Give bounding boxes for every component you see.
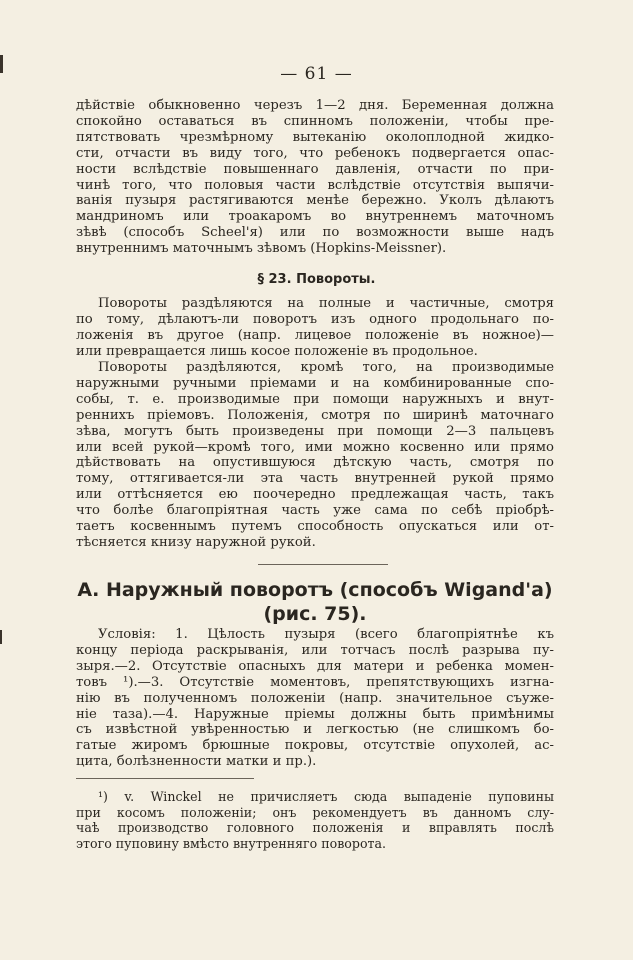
- text-line: сти, отчасти въ виду того, что ребенокъ подвергается опас-: [76, 145, 554, 161]
- text-line: что болѣе благопріятная часть уже сама по себѣ пріобрѣ-: [76, 503, 554, 519]
- paragraph-conditions: [76, 627, 554, 770]
- text-line: по тому, дѣлаютъ-ли поворотъ изъ одного продольнаго по-: [76, 311, 554, 327]
- text-line: реннихъ пріемовъ. Положенія, смотря по ширинѣ маточнаго: [76, 407, 554, 423]
- text-line: или всей рукой—кромѣ того, ими можно косвенно или прямо: [76, 439, 554, 455]
- chapter-heading: [76, 578, 554, 626]
- text-line: тому, оттягивается-ли эта часть внутренней рукой прямо: [76, 471, 554, 487]
- text-line: концу періода раскрыванія, или тотчасъ послѣ разрыва пу-: [76, 642, 554, 658]
- text-line: зѣвѣ (способъ Scheel'я) или по возможности выше надъ: [76, 225, 554, 241]
- text-line: или превращается лишь косое положеніе въ продольное.: [76, 343, 478, 359]
- chapter-heading-line: (рис. 75).: [263, 603, 367, 625]
- section-divider: [258, 564, 388, 565]
- text-line: зыря.—2. Отсутствіе опасныхъ для матери и ребенка момен-: [76, 658, 554, 674]
- text-line: ¹) v. Winckel не причисляетъ сюда выпаденіе пуповины: [98, 789, 554, 804]
- section-heading: § 23. Повороты.: [257, 272, 376, 287]
- text-line: таетъ косвеннымъ путемъ способность опускаться или от-: [76, 519, 554, 535]
- text-line: товъ ¹).—3. Отсутствіе моментовъ, препятствующихъ изгна-: [76, 674, 554, 690]
- paragraph-turning-types: [76, 296, 554, 360]
- text-line: ложенія въ другое (напр. лицевое положеніе въ ножное)—: [76, 327, 554, 343]
- text-line: Повороты раздѣляются на полные и частичные, смотря: [98, 296, 554, 311]
- text-line: чинѣ того, что половыя части вслѣдствіе отсутствія выпячи-: [76, 177, 554, 193]
- text-line: пятствовать чрезмѣрному вытеканію околоплодной жидко-: [76, 129, 554, 145]
- text-line: спокойно оставаться въ спинномъ положеніи, чтобы пре-: [76, 113, 554, 129]
- text-line: Условія: 1. Цѣлость пузыря (всего благопріятнѣе къ: [98, 627, 554, 642]
- text-line: ности вслѣдствіе повышеннаго давленія, отчасти по при-: [76, 161, 554, 177]
- text-line: нію въ полученномъ положеніи (напр. значительное съуже-: [76, 690, 554, 706]
- text-line: съ извѣстной увѣренностью и легкостью (не слишкомъ бо-: [76, 722, 554, 738]
- paragraph-methods: [76, 360, 554, 551]
- footnote-divider: [76, 778, 254, 779]
- text-line: при косомъ положеніи; онъ рекомендуетъ въ данномъ слу-: [76, 804, 554, 820]
- text-line: Повороты раздѣляются, кромѣ того, на производимые: [98, 360, 554, 375]
- binding-mark: [0, 630, 2, 644]
- footnote: [76, 789, 554, 851]
- text-line: наружными ручными пріемами и на комбинированные спо-: [76, 375, 554, 391]
- footnote-body: [76, 789, 554, 851]
- text-line: чаѣ производство головного положенія и вправлять послѣ: [76, 820, 554, 835]
- paragraph-body: [76, 627, 554, 770]
- text-line: этого пуповину вмѣсто внутренняго поворота.: [76, 835, 387, 851]
- paragraph-continuation: [76, 98, 554, 257]
- paragraph-body: [76, 296, 554, 360]
- text-line: ніе таза).—4. Наружные пріемы должны быть примѣнимы: [76, 706, 554, 722]
- text-line: зѣва, могутъ быть произведены при помощи 2—3 пальцевъ: [76, 423, 554, 439]
- text-line: дѣйствіе обыкновенно черезъ 1—2 дня. Беременная должна: [76, 98, 554, 113]
- text-line: гатые жиромъ брюшные покровы, отсутствіе опухолей, ас-: [76, 738, 554, 754]
- text-line: цита, болѣзненности матки и пр.).: [76, 754, 317, 770]
- text-line: или оттѣсняется ею поочередно предлежащая часть, такъ: [76, 487, 554, 503]
- text-line: мандриномъ или троакаромъ во внутреннемъ маточномъ: [76, 209, 554, 225]
- text-line: тѣсняется книзу наружной рукой.: [76, 534, 316, 550]
- text-line: внутреннимъ маточнымъ зѣвомъ (Hopkins-Meissner).: [76, 241, 447, 257]
- paragraph-body: [76, 98, 554, 257]
- page-number: — 61 —: [280, 64, 353, 84]
- text-line: дѣйствовать на опустившуюся дѣтскую часть, смотря по: [76, 455, 554, 471]
- chapter-heading-line: А. Наружный поворотъ (способъ Wigand'а): [77, 579, 553, 601]
- text-line: собы, т. е. производимые при помощи наружныхъ и внут-: [76, 391, 554, 407]
- text-line: ванія пузыря растягиваются менѣе бережно. Уколъ дѣлаютъ: [76, 193, 554, 209]
- paragraph-body: [76, 360, 554, 551]
